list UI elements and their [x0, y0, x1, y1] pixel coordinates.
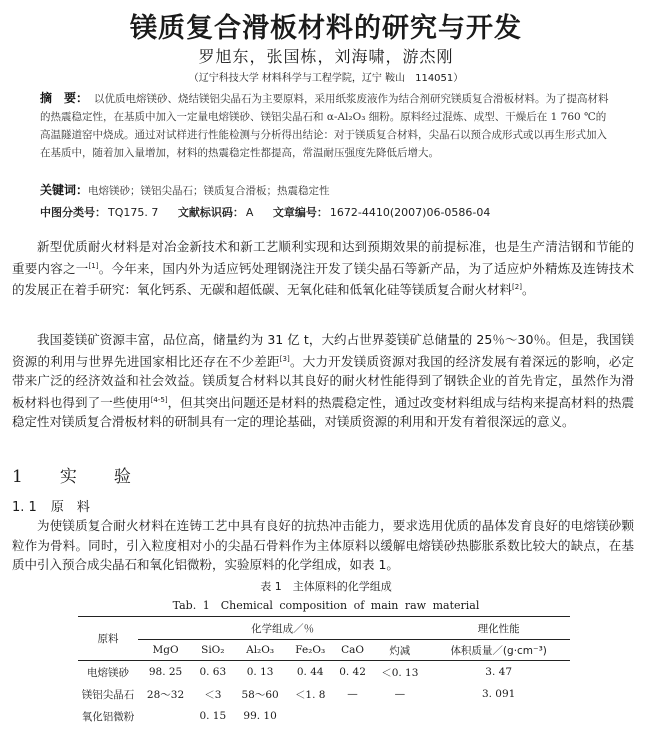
p1-text-b: 。今年来，国内外为适应钙处理钢浇注开发了镁尖晶石等新产品，为了适应炉外精炼及连铸技术的发展正在着手研究：氧化钙系、无碳和超低碳、无氧化硅和低氧化硅等镁质复合耐火材料	[12, 260, 634, 298]
row-name: 电熔镁砂	[87, 666, 129, 679]
table-cell	[333, 705, 373, 727]
p2-text-b: 。大力开发镁质资源对我国的经济发展有着深远的影响，必定带来广泛的经济效益和社会效益。镁质复合材料以其良好的耐火材性能得到了钢铁企业的首先肯定，虽然作为滑板材料也得到了一些使用	[12, 353, 634, 410]
materials-text: 为使镁质复合耐火材料在连铸工艺中具有良好的抗热冲击能力，要求选用优质的晶体发育良好的电熔镁砂颗粒作为骨料。同时，引入粒度相对小的尖晶石骨料作为主体原料以缓解电熔镁砂热膨胀系数比较大的缺点，在基质中引入预合成尖晶石和氧化铝微粉，实验原料的化学组成，如表 1。	[12, 518, 634, 572]
subsection-number: 1. 1	[12, 500, 37, 515]
p2-text-c: ，但其突出问题还是材料的热震稳定性，通过改变材料组成与结构来提高材料的热震稳定性对镁质复合滑板材料的研制具有一定的理论基础，对镁质资源的利用和开发有着很深远的意义。	[12, 394, 634, 430]
citation: [1]	[88, 261, 99, 270]
column-header: Al₂O₃	[233, 640, 288, 661]
column-header: Fe₂O₃	[288, 640, 333, 661]
article-number-label: 文章编号：	[272, 206, 328, 219]
table-cell: 0. 63	[199, 666, 227, 678]
clc-label: 中图分类号：	[40, 206, 106, 219]
composition-table	[78, 616, 570, 727]
table-cell: 28～32	[146, 688, 185, 701]
row-name: 镁铝尖晶石	[81, 688, 135, 701]
table-cell: 3. 47	[485, 666, 513, 678]
table-cell: —	[347, 688, 358, 700]
column-header: CaO	[333, 640, 373, 661]
column-group-phys: 理化性能	[427, 617, 570, 640]
article-number-value: 1672-4410(2007)06-0586-04	[329, 206, 491, 219]
paper-title: 镁质复合滑板材料的研究与开发	[130, 13, 522, 44]
column-header-material: 原料	[78, 617, 138, 661]
table-caption-cn: 表 1 主体原料的化学组成	[260, 580, 392, 593]
table-cell: —	[394, 688, 406, 700]
table-cell	[372, 705, 427, 727]
abstract	[40, 89, 615, 162]
table-cell: 0. 15	[199, 710, 227, 722]
table-row	[78, 661, 570, 684]
intro-paragraph-1	[12, 237, 634, 300]
column-header: MgO	[138, 640, 193, 661]
abstract-text: 以优质电熔镁砂、烧结镁铝尖晶石为主要原料，采用纸浆废液作为结合剂研究镁质复合滑板材料。为了提高材料的热震稳定性，在基质中加入一定量电熔镁砂、镁铝尖晶石和 α-Al₂O₃ 细粉。原料经过混炼、成型、干燥后在 1 760 ℃的高温隧道窑中烧成。通过对试样进行性能检测与分析得出结论：对于镁质复合材料，尖晶石以预合成形式或以再生形式加入在基质中，随着加入量增加，材料的热震稳定性都提高，常温耐压强度先降低后增大。	[40, 93, 609, 159]
materials-paragraph	[12, 516, 634, 575]
section-heading-experiment: 1 实 验	[12, 467, 141, 487]
citation: [3]	[279, 354, 290, 363]
doc-code-label: 文献标识码：	[177, 206, 244, 219]
p1-text-c: 。	[521, 282, 535, 298]
table-cell: 58～60	[241, 688, 279, 701]
table-cell: 3. 091	[481, 688, 516, 700]
classification-line	[40, 204, 630, 220]
intro-paragraph-2	[12, 330, 634, 432]
table-cell: ＜3	[204, 688, 222, 701]
author-list: 罗旭东，张国栋，刘海啸，游杰刚	[198, 47, 454, 66]
keywords-label: 关键词：	[40, 183, 89, 197]
table-row	[78, 683, 570, 705]
doc-code-value: A	[245, 206, 254, 219]
table-cell: 99. 10	[243, 710, 277, 722]
table-cell: 0. 42	[339, 666, 366, 678]
clc-value: TQ175. 7	[108, 206, 159, 219]
table-cell	[138, 705, 193, 727]
table-caption-en: Tab. 1 Chemical composition of main raw material	[172, 599, 480, 612]
affiliation: （辽宁科技大学 材料科学与工程学院，辽宁 鞍山 114051）	[188, 73, 464, 84]
table-cell	[427, 705, 570, 727]
table-cell	[288, 705, 333, 727]
column-header: 体积质量／(g·cm⁻³)	[427, 640, 570, 661]
column-header: SiO₂	[193, 640, 233, 661]
column-group-chem: 化学组成／％	[138, 617, 427, 640]
table-cell: 98. 25	[148, 666, 183, 678]
table-cell: ＜1. 8	[294, 688, 326, 701]
table-row	[78, 705, 570, 727]
table-cell: 0. 44	[296, 666, 324, 678]
subsection-heading-materials	[12, 496, 90, 515]
table-cell: ＜0. 13	[381, 666, 419, 679]
row-name: 氧化铝微粉	[81, 710, 135, 723]
citation: [2]	[512, 283, 522, 292]
keywords	[40, 181, 615, 198]
subsection-title: 原 料	[50, 500, 90, 515]
p2-text-a: 我国菱镁矿资源丰富，品位高，储量约为 31 亿 t，大约占世界菱镁矿总储量的 25％～30％。但是，我国镁资源的利用与世界先进国家相比还存在不少差距	[12, 332, 634, 369]
abstract-label: 摘 要：	[40, 91, 89, 105]
table-cell: 0. 13	[246, 666, 274, 678]
p1-text-a: 新型优质耐火材料是对冶金新技术和新工艺顺利实现和达到预期效果的前提标准，也是生产清洁钢和节能的重要内容之一	[12, 239, 634, 276]
citation: [4-5]	[150, 395, 168, 404]
column-header: 灼减	[372, 640, 427, 661]
keywords-text: 电熔镁砂；镁铝尖晶石；镁质复合滑板；热震稳定性	[88, 185, 330, 197]
